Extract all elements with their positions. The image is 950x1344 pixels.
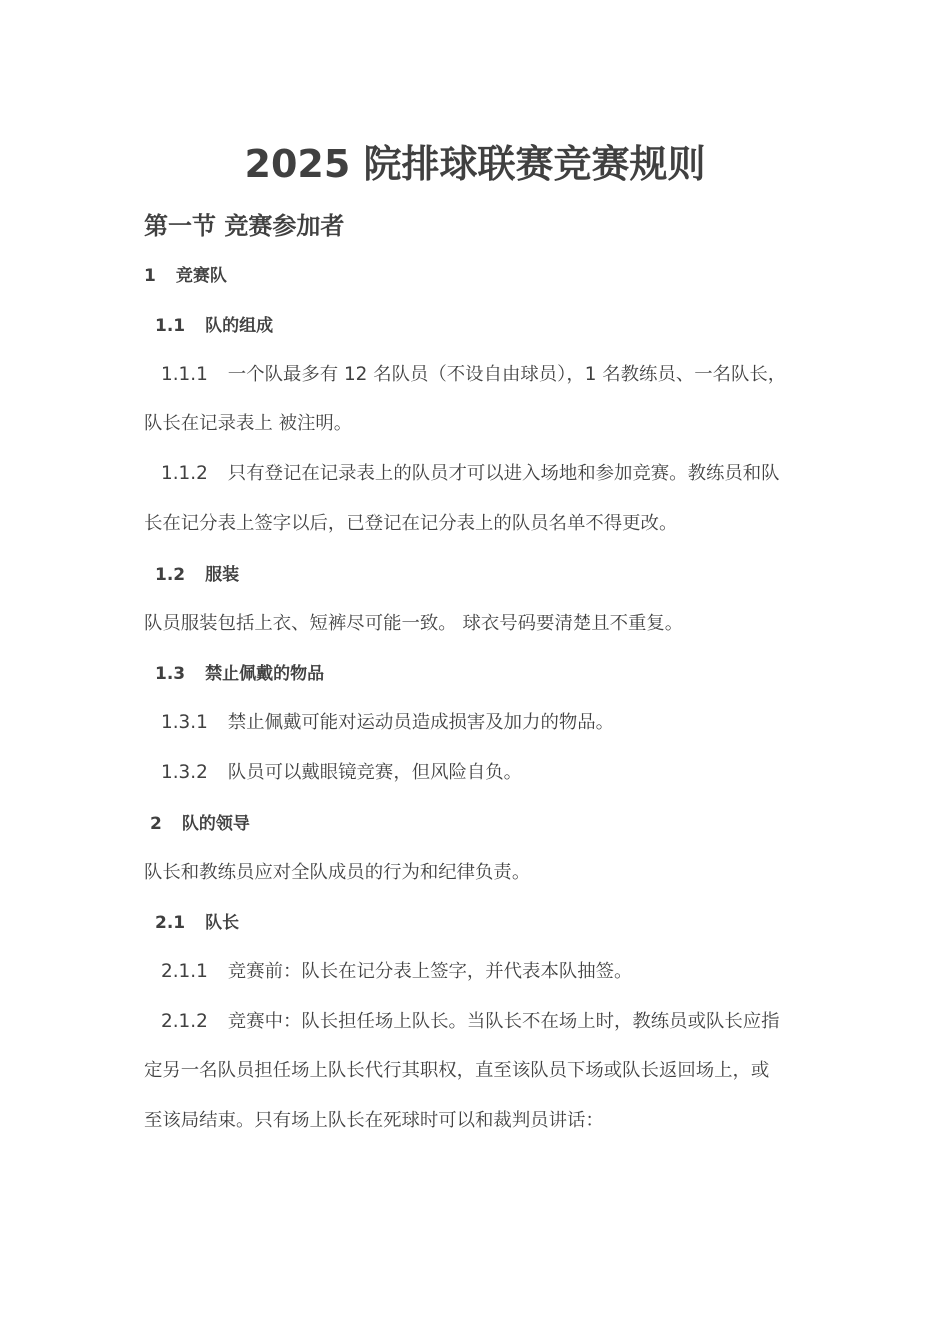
paragraph-1-3-1 [161, 710, 831, 736]
clause-text: 竞赛前：队长在记分表上签字，并代表本队抽签。 [227, 961, 633, 982]
heading-text: 竞赛队 [175, 266, 227, 286]
heading-text: 队的领导 [181, 814, 250, 834]
heading-text: 队长 [205, 913, 240, 933]
clause-number: 1.3.1 [161, 712, 208, 733]
clause-number: 2.1.1 [161, 961, 208, 982]
heading-number: 1.2 [155, 565, 186, 585]
paragraph-2-1-2-line-1 [161, 1009, 831, 1035]
heading-text: 队的组成 [205, 316, 274, 336]
heading-text: 禁止佩戴的物品 [205, 664, 325, 684]
heading-1-1 [155, 313, 825, 339]
clause-number: 1.1.2 [161, 463, 208, 484]
heading-number: 2 [150, 814, 162, 834]
heading-1-3 [155, 661, 825, 687]
heading-number: 1.1 [155, 316, 186, 336]
paragraph-1-2: 队员服装包括上衣、短裤尽可能一致。 球衣号码要清楚且不重复。 [144, 613, 684, 634]
paragraph-2-1-2-line-2: 定另一名队员担任场上队长代行其职权，直至该队员下场或队长返回场上，或 [144, 1060, 770, 1081]
section-heading: 第一节 竞赛参加者 [144, 212, 345, 240]
clause-text: 一个队最多有 12 名队员（不设自由球员），1 名教练员、一名队长， [227, 364, 787, 385]
clause-text: 竞赛中：队长担任场上队长。当队长不在场上时，教练员或队长应指 [227, 1011, 780, 1032]
clause-text: 禁止佩戴可能对运动员造成损害及加力的物品。 [227, 712, 615, 733]
heading-1-2 [155, 562, 825, 588]
heading-1 [144, 263, 814, 289]
paragraph-2-1-1 [161, 959, 831, 985]
paragraph-1-1-1-line-1 [161, 362, 831, 388]
paragraph-2: 队长和教练员应对全队成员的行为和纪律负责。 [144, 862, 531, 883]
paragraph-1-3-2 [161, 760, 831, 786]
paragraph-1-1-2-line-2: 长在记分表上签字以后，已登记在记分表上的队员名单不得更改。 [144, 513, 678, 534]
heading-number: 2.1 [155, 913, 186, 933]
clause-text: 只有登记在记录表上的队员才可以进入场地和参加竞赛。教练员和队 [227, 463, 780, 484]
heading-text: 服装 [205, 565, 240, 585]
paragraph-2-1-2-line-3: 至该局结束。只有场上队长在死球时可以和裁判员讲话： [144, 1110, 604, 1131]
paragraph-1-1-1-line-2: 队长在记录表上 被注明。 [144, 413, 353, 434]
clause-number: 1.1.1 [161, 364, 208, 385]
heading-2 [150, 811, 820, 837]
clause-number: 1.3.2 [161, 762, 208, 783]
document-title: 2025 院排球联赛竞赛规则 [244, 142, 706, 186]
heading-number: 1.3 [155, 664, 186, 684]
clause-number: 2.1.2 [161, 1011, 208, 1032]
paragraph-1-1-2-line-1 [161, 461, 831, 487]
clause-text: 队员可以戴眼镜竞赛，但风险自负。 [227, 762, 523, 783]
heading-number: 1 [144, 266, 156, 286]
heading-2-1 [155, 910, 825, 936]
